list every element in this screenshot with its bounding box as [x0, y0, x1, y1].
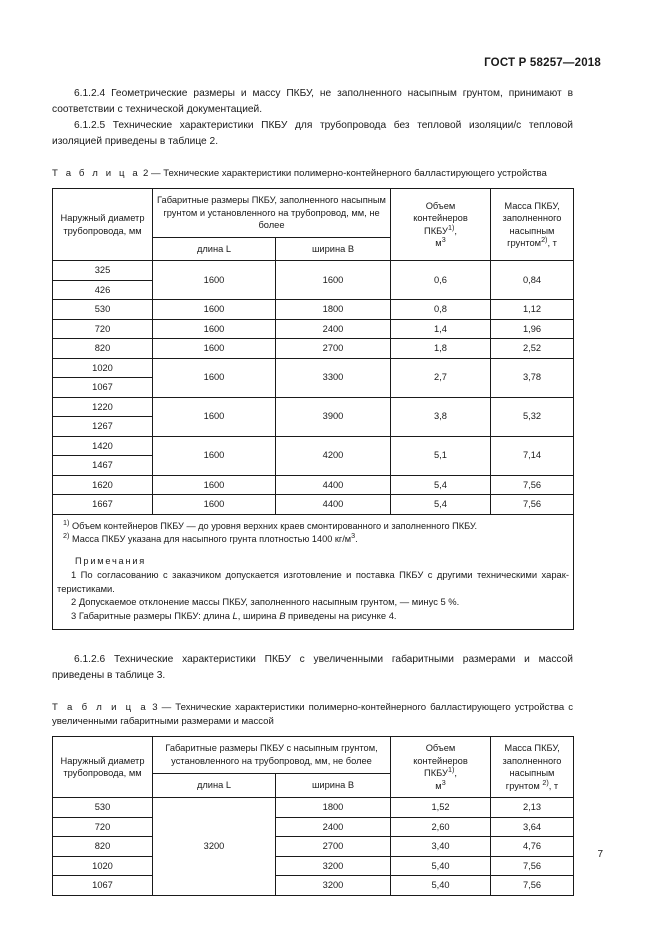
table2-header-volume-unit: м	[435, 238, 442, 248]
table2-header-mass	[491, 189, 574, 261]
table2-notes-container	[53, 514, 574, 630]
table3-header-volume-unit: м	[435, 780, 442, 791]
table2-caption	[52, 167, 573, 181]
table2-cell-diameter: 1620	[53, 475, 153, 495]
table3-header-volume-l1: Объем	[425, 743, 456, 754]
table-row	[53, 475, 574, 495]
note-3-width-symbol: B	[279, 609, 286, 621]
table2-header-volume-l1: Объем	[425, 200, 456, 211]
table2-cell-length: 1600	[153, 436, 276, 475]
table2-cell-mass: 7,14	[491, 436, 574, 475]
table2-header-mass-sup: 2)	[541, 234, 548, 244]
table3-header-mass-unit: , т	[548, 780, 559, 791]
table3-cell-width: 1800	[276, 798, 391, 818]
footnote-1-text: Объем контейнеров ПКБУ — до уровня верхних краев смонтированного и заполненного ПКБУ.	[71, 520, 478, 531]
table3-cell-width: 2700	[276, 837, 391, 857]
note-3-part-c: приведены на рисунке 4.	[285, 609, 397, 621]
table2-header-length: длина L	[153, 237, 276, 261]
footnote-2-sup: 3	[351, 530, 356, 540]
table2-notes-row	[53, 514, 574, 630]
table2-cell-width: 4200	[276, 436, 391, 475]
table2-cell-width: 1600	[276, 261, 391, 300]
table2-header-volume: Объем контейнеров ПКБУ$^{1)}$, $м^3$	[391, 189, 491, 261]
table3-cell-diameter: 720	[53, 817, 153, 837]
table2-header-diameter: Наружный диаметр трубопровода, мм	[53, 189, 153, 261]
table2-cell-diameter: 720	[53, 319, 153, 339]
footnote-2-end: .	[355, 533, 358, 544]
footnote-1-marker: 1)	[63, 517, 70, 527]
table3-cell-volume: 3,40	[391, 837, 491, 857]
page-content	[52, 86, 573, 896]
table2-header-mass-l1: Масса ПКБУ,	[504, 200, 560, 211]
table2-cell-volume: 5,4	[391, 475, 491, 495]
table3-header-width: ширина B	[276, 773, 391, 797]
table3-cell-diameter: 1020	[53, 856, 153, 876]
table-row	[53, 817, 574, 837]
table2-cell-diameter: 1020	[53, 358, 153, 378]
table2-header-mass-l4: грунтом	[507, 238, 542, 248]
table2-cell-width: 4400	[276, 495, 391, 515]
table2-cell-diameter: 820	[53, 339, 153, 359]
table2-cell-diameter: 1467	[53, 456, 153, 476]
table2-cell-length: 1600	[153, 495, 276, 515]
table-row	[53, 358, 574, 378]
table-row	[53, 436, 574, 456]
table3-cell-width: 2400	[276, 817, 391, 837]
table-row	[53, 876, 574, 896]
table2-cell-length: 1600	[153, 300, 276, 320]
table3-cell-mass: 7,56	[491, 856, 574, 876]
table3-cell-volume: 1,52	[391, 798, 491, 818]
table3-cell-length: 3200	[153, 798, 276, 896]
table2-header-mass-l3: насыпным	[509, 225, 555, 236]
table2-notes-title: Примечания	[75, 555, 147, 566]
table2-header-mass-l2: заполненного	[502, 213, 562, 223]
paragraph-6-1-2-6: 6.1.2.6 Технические характеристики ПКБУ с увеличенными габаритными размерами и массой приведены в таблице 3.	[52, 654, 573, 681]
table2-cell-length: 1600	[153, 358, 276, 397]
note-3-length-symbol: L	[232, 609, 238, 621]
table-row	[53, 495, 574, 515]
table-row	[53, 261, 574, 281]
table2-cell-volume: 0,6	[391, 261, 491, 300]
table3-header-volume-unit-sup: 3	[441, 777, 446, 787]
table2-cell-width: 3900	[276, 397, 391, 436]
table2-cell-volume: 3,8	[391, 397, 491, 436]
table2-cell-mass: 1,12	[491, 300, 574, 320]
table2-cell-length: 1600	[153, 397, 276, 436]
table2-cell-length: 1600	[153, 475, 276, 495]
table2-cell-width: 3300	[276, 358, 391, 397]
table2-cell-mass: 2,52	[491, 339, 574, 359]
table2-cell-mass: 3,78	[491, 358, 574, 397]
table3-header-mass-l2: заполненного	[502, 755, 562, 766]
table2	[52, 188, 574, 630]
footnote-2-marker: 2)	[63, 530, 70, 540]
table3-header-mass-sup: 2)	[542, 777, 549, 787]
table3-cell-width: 3200	[276, 876, 391, 896]
table-row	[53, 856, 574, 876]
table2-note-1: 1 По согласованию с заказчиком допускается изготовление и поставка ПКБУ с другими техническими харак-теристиками.	[57, 569, 569, 594]
footnote-2-text: Масса ПКБУ указана для насыпного грунта плотностью 1400 кг/м	[71, 533, 352, 544]
table3-caption-number: 3	[152, 702, 158, 714]
table2-header-mass-unit: , т	[547, 238, 557, 248]
table2-cell-width: 2400	[276, 319, 391, 339]
table2-cell-diameter: 1220	[53, 397, 153, 417]
table-row	[53, 837, 574, 857]
table3-cell-diameter: 1067	[53, 876, 153, 896]
table-row	[53, 319, 574, 339]
table2-cell-volume: 5,1	[391, 436, 491, 475]
table2-caption-number: 2	[142, 168, 149, 179]
table2-cell-volume: 1,8	[391, 339, 491, 359]
table2-header-volume-unit-sup: 3	[441, 234, 446, 244]
table3-cell-volume: 5,40	[391, 876, 491, 896]
table2-note-2: 2 Допускаемое отклонение массы ПКБУ, заполненного насыпным грунтом, — минус 5 %.	[71, 596, 460, 608]
table2-cell-length: 1600	[153, 319, 276, 339]
table2-cell-width: 1800	[276, 300, 391, 320]
table3-cell-diameter: 530	[53, 798, 153, 818]
table2-cell-diameter: 325	[53, 261, 153, 281]
table-row	[53, 397, 574, 417]
table2-header-width: ширина B	[276, 237, 391, 261]
table2-cell-mass: 7,56	[491, 495, 574, 515]
table2-cell-length: 1600	[153, 339, 276, 359]
table2-header-volume-l2: контейнеров	[413, 213, 468, 223]
table3-cell-volume: 5,40	[391, 856, 491, 876]
table3-caption	[52, 701, 573, 729]
table3-cell-mass: 4,76	[491, 837, 574, 857]
table2-cell-mass: 1,96	[491, 319, 574, 339]
table2-cell-mass: 0,84	[491, 261, 574, 300]
table3-cell-width: 3200	[276, 856, 391, 876]
table2-footnote-1	[57, 517, 569, 533]
table3-header-diameter: Наружный диаметр трубопровода, мм	[53, 737, 153, 798]
table2-cell-diameter: 1067	[53, 378, 153, 398]
table2-note-3	[57, 609, 569, 622]
table2-cell-volume: 5,4	[391, 495, 491, 515]
table3-header-length: длина L	[153, 773, 276, 797]
note-3-part-b: , ширина	[237, 609, 280, 621]
table2-cell-volume: 1,4	[391, 319, 491, 339]
table2-header-dimensions-group: Габаритные размеры ПКБУ, заполненного насыпным грунтом и установленного на трубопровод, мм, не более	[153, 189, 391, 238]
table-row	[53, 798, 574, 818]
table2-header-volume-l3: ПКБУ	[424, 225, 448, 236]
table3-header-mass-l1: Масса ПКБУ,	[504, 743, 560, 754]
table3-header-volume-sup: 1)	[447, 764, 455, 774]
table3-header-volume-l3: ПКБУ	[424, 768, 448, 779]
table3-header-dimensions-group: Габаритные размеры ПКБУ с насыпным грунтом, установленного на трубопровод, мм, не более	[153, 737, 391, 774]
table2-header-row-1	[53, 189, 574, 238]
table2-cell-width: 4400	[276, 475, 391, 495]
table2-caption-text: — Технические характеристики полимерно-контейнерного балластирующего устройства	[150, 168, 547, 179]
table2-cell-volume: 0,8	[391, 300, 491, 320]
table2-cell-diameter: 530	[53, 300, 153, 320]
table-row	[53, 300, 574, 320]
table2-cell-width: 2700	[276, 339, 391, 359]
table2-caption-label: Т а б л и ц а	[52, 168, 141, 179]
table2-cell-diameter: 1267	[53, 417, 153, 437]
table3-caption-label: Т а б л и ц а	[52, 702, 149, 714]
table3-cell-mass: 2,13	[491, 798, 574, 818]
table3-cell-mass: 7,56	[491, 876, 574, 896]
table3-header-volume-l2: контейнеров	[413, 755, 468, 766]
table2-cell-diameter: 1420	[53, 436, 153, 456]
table3	[52, 736, 574, 896]
table3-cell-diameter: 820	[53, 837, 153, 857]
table2-cell-volume: 2,7	[391, 358, 491, 397]
table-row	[53, 339, 574, 359]
table2-cell-mass: 7,56	[491, 475, 574, 495]
table2-cell-length: 1600	[153, 261, 276, 300]
table2-header-volume-sup: 1)	[447, 222, 455, 232]
note-3-part-a: 3 Габаритные размеры ПКБУ: длина	[71, 609, 233, 621]
table3-header-volume: Объем контейнеров ПКБУ$^{1)}$, $м^3$	[391, 737, 491, 798]
table2-footnote-2	[57, 530, 569, 546]
table3-header-mass-l3: насыпным грунтом	[505, 768, 555, 791]
table2-cell-diameter: 1667	[53, 495, 153, 515]
standard-header: ГОСТ Р 58257—2018	[484, 57, 601, 69]
page-number: 7	[597, 849, 603, 860]
table3-header-row-1	[53, 737, 574, 774]
table3-cell-mass: 3,64	[491, 817, 574, 837]
paragraph-6-1-2-5: 6.1.2.5 Технические характеристики ПКБУ для трубопровода без тепловой изоляции/с тепловой изоляцией приведены в таблице 2.	[52, 120, 573, 147]
table2-cell-diameter: 426	[53, 280, 153, 300]
table3-caption-text: — Технические характеристики полимерно-контейнерного балластирующего устройства с увеличенными габаритными размерами и массой	[52, 702, 573, 728]
table3-cell-volume: 2,60	[391, 817, 491, 837]
paragraph-6-1-2-4: 6.1.2.4 Геометрические размеры и массу ПКБУ, не заполненного насыпным грунтом, принимают в соответствии с технической документацией.	[52, 88, 573, 115]
table3-header-mass	[491, 737, 574, 798]
table2-cell-mass: 5,32	[491, 397, 574, 436]
